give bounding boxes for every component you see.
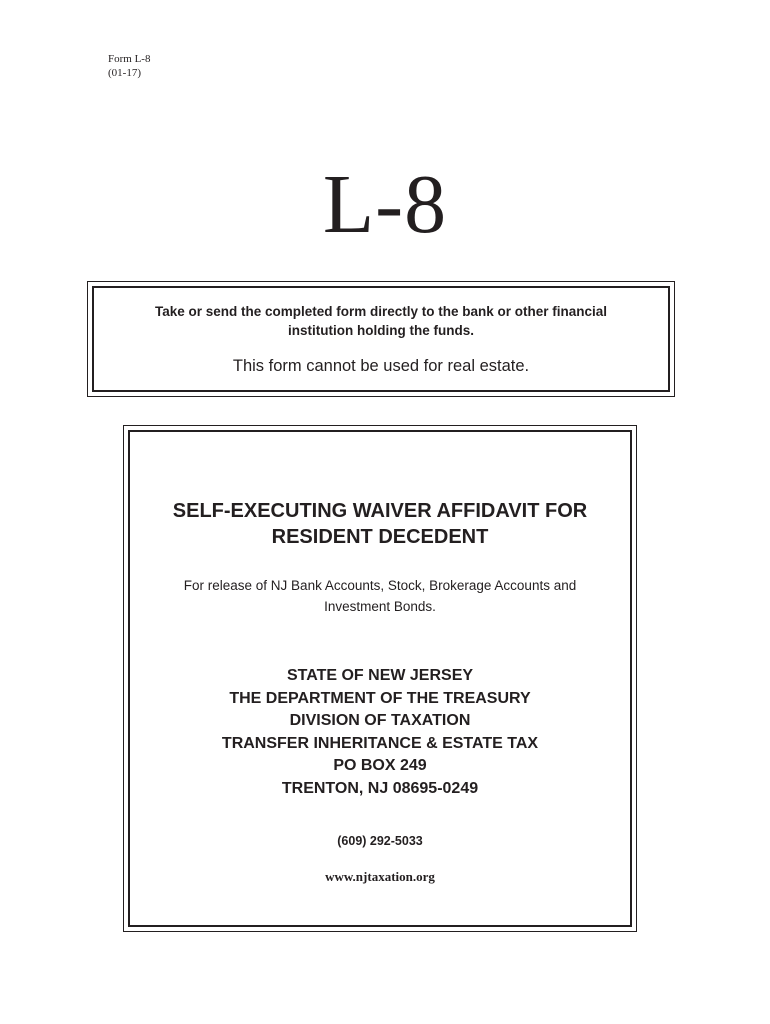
release-description bbox=[150, 575, 610, 617]
website-url: www.njtaxation.org bbox=[325, 869, 435, 884]
agency-address bbox=[130, 665, 630, 800]
form-number: Form L-8 bbox=[108, 53, 151, 65]
release-description-line-1: For release of NJ Bank Accounts, Stock, Brokerage Accounts and bbox=[183, 578, 577, 593]
delivery-instruction bbox=[94, 302, 668, 340]
real-estate-note: This form cannot be used for real estate. bbox=[232, 357, 530, 375]
cover-box-inner-border bbox=[128, 430, 632, 927]
release-description-line-2: Investment Bonds. bbox=[324, 599, 436, 614]
address-line: THE DEPARTMENT OF THE TREASURY bbox=[229, 689, 531, 707]
delivery-instruction-line-1: Take or send the completed form directly to the bank or other financial bbox=[154, 304, 608, 319]
address-line: TRENTON, NJ 08695-0249 bbox=[281, 779, 479, 797]
cover-box bbox=[123, 425, 637, 932]
address-line: DIVISION OF TAXATION bbox=[289, 712, 471, 729]
address-line: PO BOX 249 bbox=[333, 757, 427, 774]
address-line: STATE OF NEW JERSEY bbox=[286, 667, 474, 684]
form-identifier bbox=[108, 52, 150, 80]
form-revision-date: (01-17) bbox=[108, 67, 141, 79]
form-title-large: L-8 bbox=[322, 158, 448, 251]
affidavit-title-line-1: SELF-EXECUTING WAIVER AFFIDAVIT FOR bbox=[172, 500, 588, 522]
notice-box-inner-border bbox=[92, 286, 670, 392]
delivery-instruction-line-2: institution holding the funds. bbox=[288, 323, 474, 338]
notice-box bbox=[87, 281, 675, 397]
address-line: TRANSFER INHERITANCE & ESTATE TAX bbox=[221, 734, 539, 752]
affidavit-title-line-2: RESIDENT DECEDENT bbox=[271, 526, 489, 548]
affidavit-title bbox=[130, 498, 630, 550]
phone-number: (609) 292-5033 bbox=[337, 834, 423, 848]
